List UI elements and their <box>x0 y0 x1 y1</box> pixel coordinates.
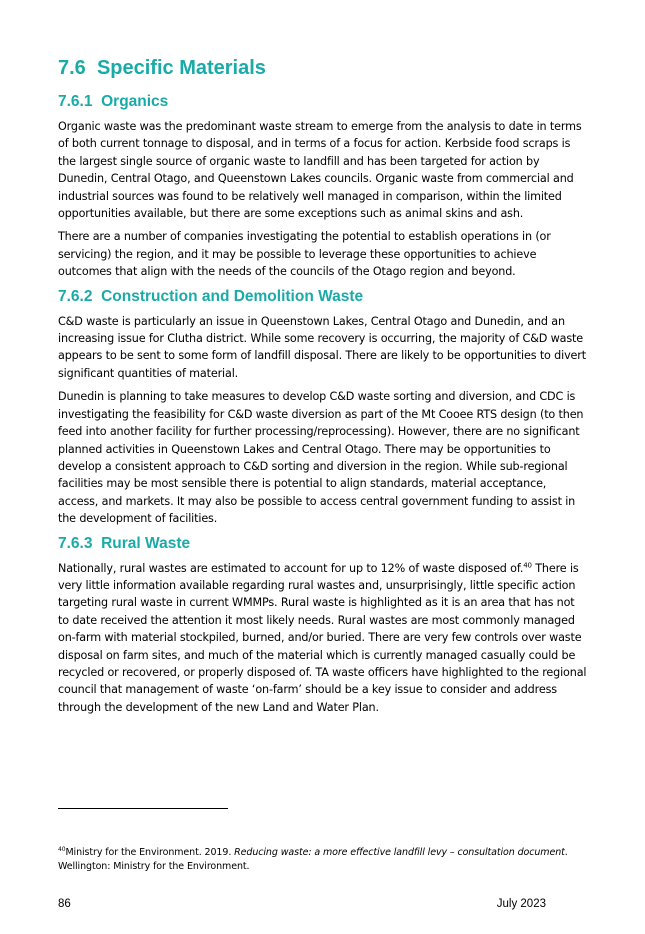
section-heading-7-6 <box>58 56 588 80</box>
paragraph: There are a number of companies investigating the potential to establish operations in (or servicing) the region, and it may be possible to leverage these opportunities to achieve outcomes that align with the needs of the councils of the Otago region and beyond. <box>58 230 551 279</box>
paragraph: C&D waste is particularly an issue in Queenstown Lakes, Central Otago and Dunedin, and an increasing issue for Clutha district. While some recovery is occurring, the majority of C&D waste appears to be sent to some form of landfill disposal. There are likely to be opportunities to divert significant quantities of material. <box>58 314 586 380</box>
footnote-publisher: Wellington: Ministry for the Environment. <box>58 861 250 872</box>
subsection-title: Organics <box>101 93 169 110</box>
subsection-number: 7.6.2 <box>58 287 93 305</box>
paragraph <box>58 560 588 717</box>
subsection-number: 7.6.1 <box>58 93 93 110</box>
subsection-title: Construction and Demolition Waste <box>101 287 364 305</box>
subsection-number: 7.6.3 <box>58 534 93 552</box>
footnote-divider <box>58 808 228 809</box>
subsection-heading-construction-demolition <box>58 287 588 307</box>
footnote-text: Ministry for the Environment. 2019. <box>65 847 235 858</box>
footnote-text-end: . <box>564 847 568 858</box>
subsection-heading-organics <box>58 92 588 112</box>
paragraph: Organic waste was the predominant waste stream to emerge from the analysis to date in terms of both current tonnage to disposal, and in terms of a focus for action. Kerbside food scraps is the largest single source of organic waste to landfill and has been targeted for action by Dunedin, Central Otago, and Queenstown Lakes councils. Organic waste from commercial and industrial sources was found to be relatively well managed in comparison, within the limited opportunities available, but there are some exceptions such as animal skins and ash. <box>58 120 582 221</box>
paragraph: Dunedin is planning to take measures to develop C&D waste sorting and diversion, and CDC is investigating the feasibility for C&D waste diversion as part of the Mt Cooee RTS design (to then feed into another facility for further processing/reprocessing). However, there are no significant planned activities in Queenstown Lakes and Central Otago. There may be opportunities to develop a consistent approach to C&D sorting and diversion in the region. While sub-regional facilities may be most sensible there is potential to align standards, material acceptance, access, and markets. It may also be possible to access central government funding to assist in the development of facilities. <box>58 390 584 526</box>
section-organics <box>58 92 588 281</box>
page-footer <box>58 898 546 910</box>
footnote <box>58 846 588 874</box>
footer-date: July 2023 <box>496 898 546 910</box>
subsection-heading-rural-waste <box>58 534 588 554</box>
subsection-title: Rural Waste <box>101 534 191 552</box>
paragraph-text: Nationally, rural wastes are estimated to account for up to 12% of waste disposed of. <box>58 561 524 575</box>
footnote-reference[interactable]: 40 <box>523 560 532 569</box>
footnote-marker: 40 <box>58 845 66 853</box>
footnote-title: Reducing waste: a more effective landfill levy – consultation document <box>234 847 565 858</box>
heading-title: Specific Materials <box>96 57 266 79</box>
heading-number: 7.6 <box>58 57 86 79</box>
page-number: 86 <box>58 898 71 910</box>
paragraph-text: There is very little information available regarding rural wastes and, unsurprisingly, little specific action targeting rural waste in current WMMPs. Rural waste is highlighted as it is an area that has not to date received the attention it most likely needs. Rural wastes are most commonly managed on-farm with material stockpiled, burned, and/or buried. There are very few controls over waste disposal on farm sites, and much of the material which is currently managed casually could be recycled or recovered, or properly disposed of. TA waste officers have highlighted to the regional council that management of waste ‘on-farm’ should be a key issue to consider and address through the development of the new Land and Water Plan. <box>58 561 587 714</box>
page-content <box>58 56 588 722</box>
section-rural-waste <box>58 534 588 717</box>
section-construction-demolition <box>58 287 588 528</box>
